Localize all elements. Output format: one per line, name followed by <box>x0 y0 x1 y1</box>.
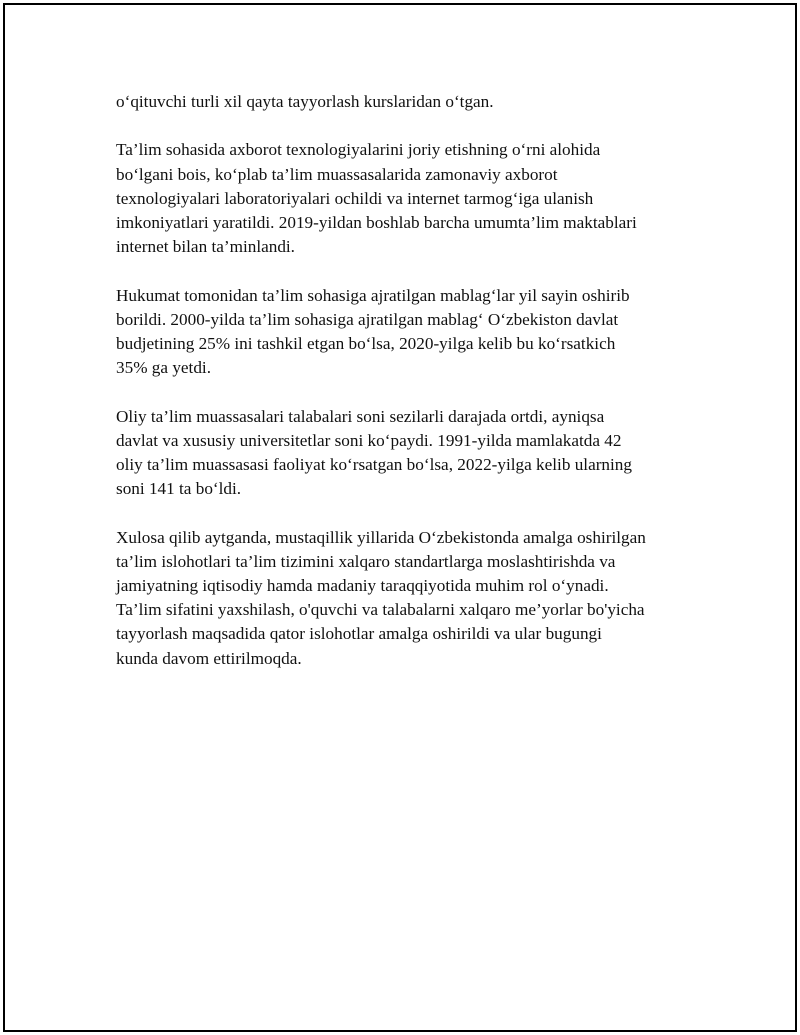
document-body <box>116 90 696 695</box>
text-line: Ta’lim sohasida axborot texnologiyalarini joriy etishning o‘rni alohida <box>116 140 601 160</box>
text-line: bo‘lgani bois, ko‘plab ta’lim muassasalarida zamonaviy axborot <box>116 164 558 184</box>
text-line: tayyorlash maqsadida qator islohotlar amalga oshirildi va ular bugungi <box>116 624 602 644</box>
text-line: ta’lim islohotlari ta’lim tizimini xalqaro standartlarga moslashtirishda va <box>116 551 616 571</box>
text-line: Hukumat tomonidan ta’lim sohasiga ajratilgan mablag‘lar yil sayin oshirib <box>116 285 630 305</box>
text-line: davlat va xususiy universitetlar soni ko‘paydi. 1991-yilda mamlakatda 42 <box>116 430 622 450</box>
paragraph-5 <box>116 526 696 671</box>
text-line: budjetining 25% ini tashkil etgan bo‘lsa, 2020-yilga kelib bu ko‘rsatkich <box>116 334 616 353</box>
text-line: imkoniyatlari yaratildi. 2019-yildan boshlab barcha umumta’lim maktablari <box>116 213 637 232</box>
paragraph-2 <box>116 138 696 259</box>
text-line: soni 141 ta bo‘ldi. <box>116 479 242 499</box>
text-line: o‘qituvchi turli xil qayta tayyorlash kurslaridan o‘tgan. <box>116 92 494 111</box>
text-line: jamiyatning iqtisodiy hamda madaniy taraqqiyotida muhim rol o‘ynadi. <box>116 576 609 595</box>
text-line: 35% ga yetdi. <box>116 358 211 378</box>
paragraph-3 <box>116 284 696 381</box>
text-line: Xulosa qilib aytganda, mustaqillik yillarida O‘zbekistonda amalga oshirilgan <box>116 527 646 547</box>
text-line: internet bilan ta’minlandi. <box>116 237 295 257</box>
text-line: texnologiyalari laboratoriyalari ochildi va internet tarmog‘iga ulanish <box>116 188 594 208</box>
text-line: borildi. 2000-yilda ta’lim sohasiga ajratilgan mablag‘ O‘zbekiston davlat <box>116 309 619 329</box>
text-line: Oliy ta’lim muassasalari talabalari soni sezilarli darajada ortdi, ayniqsa <box>116 406 605 426</box>
paragraph-4 <box>116 405 696 502</box>
text-line: kunda davom ettirilmoqda. <box>116 648 302 668</box>
text-line: oliy ta’lim muassasasi faoliyat ko‘rsatgan bo‘lsa, 2022-yilga kelib ularning <box>116 455 632 474</box>
text-line: Ta’lim sifatini yaxshilash, o'quvchi va talabalarni xalqaro me’yorlar bo'yicha <box>116 600 645 620</box>
paragraph-1 <box>116 90 696 114</box>
